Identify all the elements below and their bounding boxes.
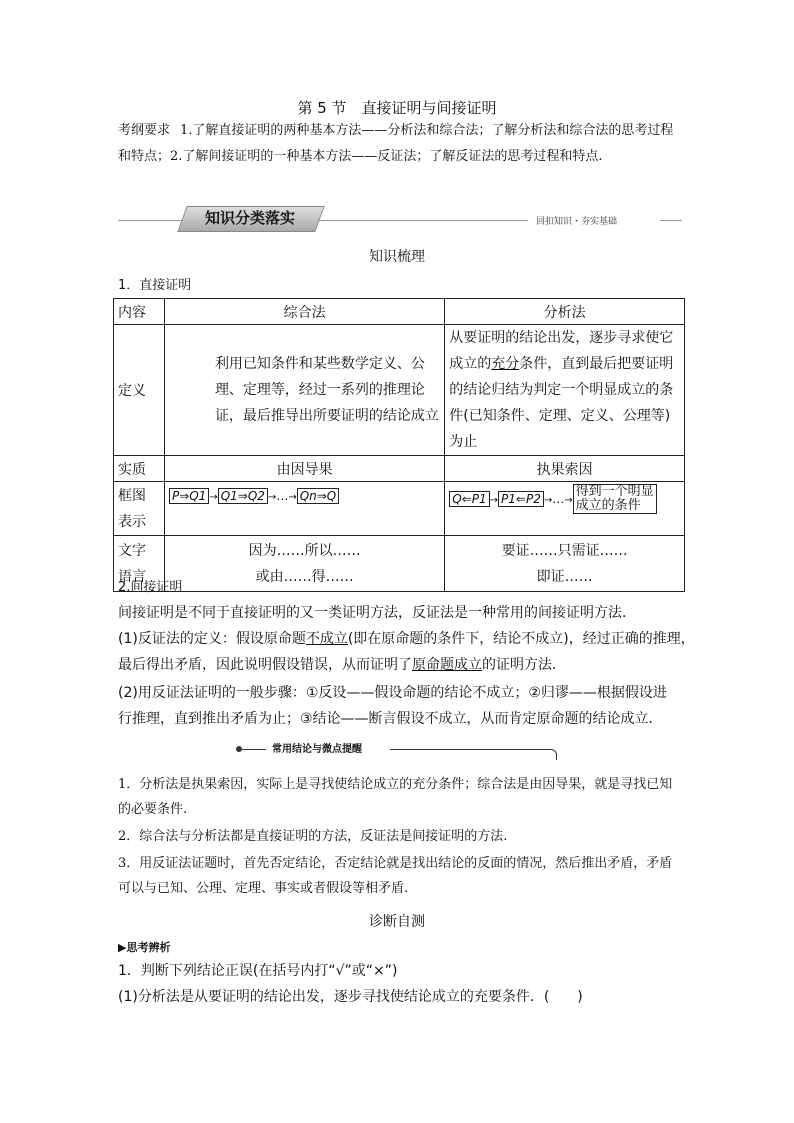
analysis-text-line: 要证……只需证…… xyxy=(501,542,628,559)
row-label: 定义 xyxy=(114,325,165,456)
diagram-ellipsis: … xyxy=(552,492,565,506)
table-header: 分析法 xyxy=(445,299,685,325)
think-analyze-label xyxy=(118,939,170,955)
think-analyze-text: 思考辨析 xyxy=(126,941,171,954)
synthesis-text xyxy=(164,536,444,592)
text-part: 的证明方法． xyxy=(482,657,566,673)
text-part: (1)反证法的定义：假设原命题 xyxy=(118,631,306,647)
underlined-text: 不成立 xyxy=(305,631,348,647)
synthesis-definition-text: 利用已知条件和某些数学定义、公理、定理等，经过一系列的推理论证，最后推导出所要证明的结论成立 xyxy=(214,356,439,424)
synthesis-definition xyxy=(164,325,444,456)
tips-title: 常用结论与微点提醒 xyxy=(272,744,362,755)
text-part: 最后得出矛盾，因此说明假设错误，从而证明了 xyxy=(118,657,412,673)
arrow-icon: → xyxy=(564,495,573,506)
banner-line-right xyxy=(660,220,682,221)
section-title: 第 5 节 直接证明与间接证明 xyxy=(297,99,497,117)
row-label: 实质 xyxy=(114,456,165,482)
diagram-box: Q⇐P1 xyxy=(449,491,489,507)
diagram-box: Qn⇒Q xyxy=(297,488,340,504)
arrow-icon: → xyxy=(543,495,553,506)
analysis-definition-part: 从要证明的结论出发，逐步寻求使它成立的 xyxy=(449,330,674,372)
row-label: 框图表示 xyxy=(114,482,165,536)
arrow-icon: → xyxy=(489,495,499,506)
table-header: 综合法 xyxy=(164,299,444,325)
tips-corner-icon xyxy=(550,749,557,760)
question-1: 1．判断下列结论正误(在括号内打“√”或“×”) xyxy=(118,963,398,979)
tips-line-right xyxy=(390,749,550,750)
analysis-essence: 执果索因 xyxy=(445,456,685,482)
analysis-text xyxy=(445,536,685,592)
table-row xyxy=(114,482,685,536)
indirect-proof-heading: 2.间接证明 xyxy=(118,580,183,595)
synthesis-text-line: 或由……得…… xyxy=(255,568,354,585)
steps-line: (2)用反证法证明的一般步骤：①反设——假设命题的结论不成立；②归谬——根据假设进 xyxy=(118,685,667,701)
tip-item: 2．综合法与分析法都是直接证明的方法，反证法是间接证明的方法. xyxy=(118,829,508,844)
steps-line: 行推理，直到推出矛盾为止；③结论——断言假设不成立，从而肯定原命题的结论成立． xyxy=(118,711,663,727)
analysis-definition-underline: 充分 xyxy=(491,356,520,372)
arrow-icon: → xyxy=(267,492,277,503)
contradiction-definition-line xyxy=(118,652,566,678)
arrow-icon: → xyxy=(209,492,218,503)
analysis-definition-part: 条件，直到最后把要证明的结论归结为判定一个明显成立的条件(已知条件、定理、定义、公理等)为止 xyxy=(449,356,674,450)
text-part: (即在原命题的条件下，结论不成立)，经过正确的推理， xyxy=(347,631,695,647)
row-label: 文字语言 xyxy=(114,536,165,592)
banner-subtitle: 回扣知识・夯实基础 xyxy=(536,217,618,227)
requirement-label: 考纲要求 xyxy=(118,123,171,138)
banner-line-middle xyxy=(318,220,528,221)
analysis-definition xyxy=(445,325,685,456)
contradiction-definition-line xyxy=(118,626,695,652)
arrow-icon: → xyxy=(288,492,297,503)
exam-requirements xyxy=(118,118,678,170)
tip-item: 3．用反证法证题时，首先否定结论，否定结论就是找出结论的反面的情况，然后推出矛盾，矛盾可以与已知、公理、定理、事实或者假设等相矛盾. xyxy=(118,856,673,896)
underlined-text: 原命题成立 xyxy=(412,657,482,673)
requirement-text: 1.了解直接证明的两种基本方法——分析法和综合法；了解分析法和综合法的思考过程和特点；2.了解间接证明的一种基本方法——反证法；了解反证法的思考过程和特点. xyxy=(118,123,674,164)
diagram-box: P⇒Q1 xyxy=(169,488,209,504)
table-header: 内容 xyxy=(114,299,165,325)
knowledge-heading: 知识梳理 xyxy=(369,249,425,265)
direct-proof-table xyxy=(113,298,685,592)
diagram-box: Q1⇒Q2 xyxy=(218,488,268,504)
table-row xyxy=(114,536,685,592)
synthesis-text-line: 因为……所以…… xyxy=(248,542,361,559)
table-row xyxy=(114,299,685,325)
question-1-item-1: (1)分析法是从要证明的结论出发，逐步寻找使结论成立的充要条件．( ) xyxy=(118,989,583,1005)
banner-title: 知识分类落实 xyxy=(204,209,295,227)
diagnosis-heading: 诊断自测 xyxy=(369,914,425,930)
banner-line-left xyxy=(118,220,182,221)
tip-item: 1．分析法是执果索因，实际上是寻找使结论成立的充分条件；综合法是由因导果，就是寻找已知的必要条件. xyxy=(118,777,673,817)
direct-proof-heading: 1．直接证明 xyxy=(118,278,192,293)
analysis-diagram xyxy=(445,482,685,536)
diagram-ellipsis: … xyxy=(276,489,289,503)
diagram-box: P1⇐P2 xyxy=(498,491,544,507)
synthesis-diagram xyxy=(164,482,444,536)
synthesis-essence: 由因导果 xyxy=(164,456,444,482)
indirect-intro: 间接证明是不同于直接证明的又一类证明方法，反证法是一种常用的间接证明方法． xyxy=(118,605,636,621)
triangle-icon: ▶ xyxy=(118,941,127,954)
tips-line-left xyxy=(242,749,266,750)
analysis-text-line: 即证…… xyxy=(536,568,593,585)
diagram-box: 得到一个明显成立的条件 xyxy=(573,484,657,514)
table-row xyxy=(114,325,685,456)
table-row xyxy=(114,456,685,482)
